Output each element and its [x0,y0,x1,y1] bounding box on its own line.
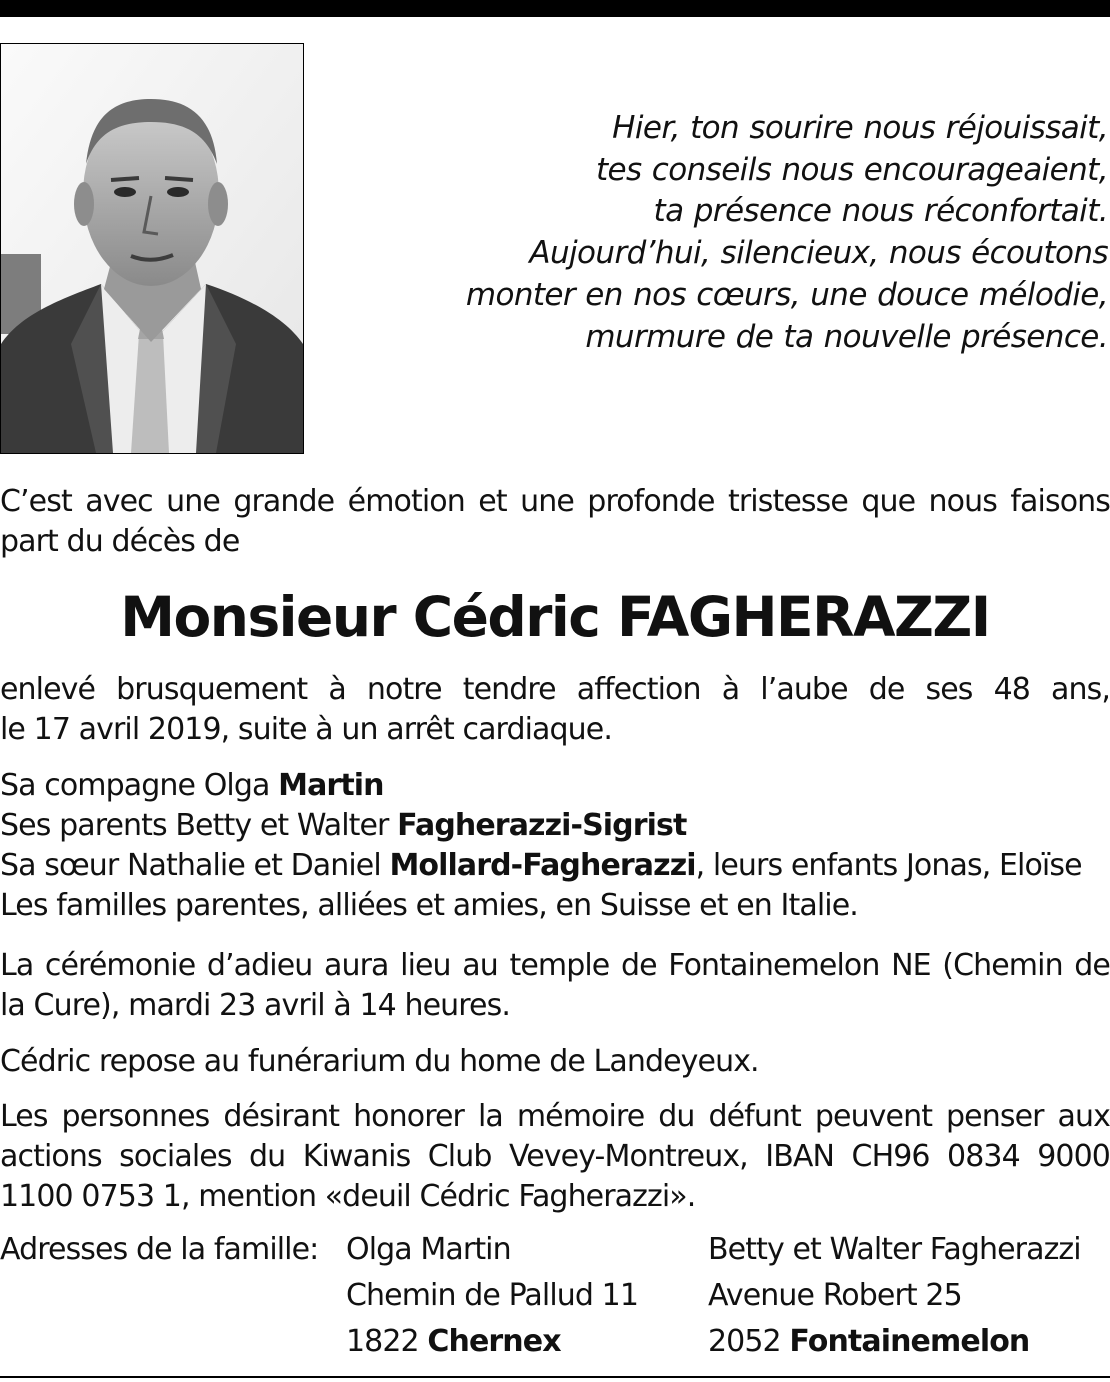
family-surname: Martin [278,768,384,803]
ceremony-line: La cérémonie d’adieu aura lieu au temple de Fontainemelon NE (Chemin de [0,948,1110,983]
family-list [0,766,1110,926]
donation-paragraph [0,1097,1110,1217]
ceremony-paragraph [0,946,1110,1026]
address-block-2 [708,1227,1081,1365]
passing-line: le 17 avril 2019, suite à un arrêt cardiaque. [0,712,612,747]
family-surname: Mollard-Fagherazzi [389,848,696,883]
family-sister [0,846,1110,886]
funerarium-paragraph [0,1042,1110,1082]
address-city-line [708,1319,1081,1365]
passing-line: enlevé brusquement à notre tendre affection à l’aube de ses 48 ans, [0,672,1110,707]
address-city-line [346,1319,638,1365]
intro-line: C’est avec une grande émotion et une profonde tristesse que nous faisons [0,484,1110,519]
poem-line: ta présence nous réconfortait. [653,193,1108,230]
intro-line: part du décès de [0,524,240,559]
poem-line: murmure de ta nouvelle présence. [585,318,1108,355]
family-text: Sa compagne Olga [0,768,279,803]
funerarium-line: Cédric repose au funérarium du home de Landeyeux. [0,1044,759,1079]
family-text: Sa sœur Nathalie et Daniel [0,848,390,883]
poem-line: tes conseils nous encourageaient, [595,151,1108,188]
poem-line: Aujourd’hui, silencieux, nous écoutons [529,235,1108,272]
address-postcode: 2052 [708,1324,790,1359]
family-text: Ses parents Betty et Walter [0,808,398,843]
address-street: Avenue Robert 25 [708,1278,962,1313]
address-block-1 [346,1227,638,1365]
intro-paragraph [0,482,1110,562]
top-rule [0,0,1110,17]
family-surname: Fagherazzi-Sigrist [397,808,687,843]
portrait-illustration [1,44,303,453]
address-postcode: 1822 [346,1324,428,1359]
donation-line: Les personnes désirant honorer la mémoire du défunt peuvent penser aux [0,1099,1110,1134]
passing-paragraph [0,670,1110,750]
donation-line: actions sociales du Kiwanis Club Vevey-Montreux, IBAN CH96 0834 9000 [0,1139,1110,1174]
donation-line: 1100 0753 1, mention «deuil Cédric Fagherazzi». [0,1179,696,1214]
poem-line: monter en nos cœurs, une douce mélodie, [465,276,1108,313]
family-text: , leurs enfants Jonas, Eloïse [695,848,1082,883]
deceased-name: Monsieur Cédric FAGHERAZZI [120,585,990,649]
address-city: Chernex [427,1324,561,1359]
bottom-rule [0,1376,1110,1378]
family-companion [0,766,1110,806]
poem-line: Hier, ton sourire nous réjouissait, [612,110,1108,146]
address-name: Betty et Walter Fagherazzi [708,1232,1081,1267]
family-relatives: Les familles parentes, alliées et amies, en Suisse et en Italie. [0,888,858,923]
memorial-poem [408,108,1108,358]
address-name: Olga Martin [346,1232,511,1267]
addresses-label: Adresses de la famille: [0,1232,319,1267]
address-city: Fontainemelon [789,1324,1030,1359]
ceremony-line: la Cure), mardi 23 avril à 14 heures. [0,988,510,1023]
address-street: Chemin de Pallud 11 [346,1278,639,1313]
portrait-photo [0,43,304,454]
family-parents [0,806,1110,846]
